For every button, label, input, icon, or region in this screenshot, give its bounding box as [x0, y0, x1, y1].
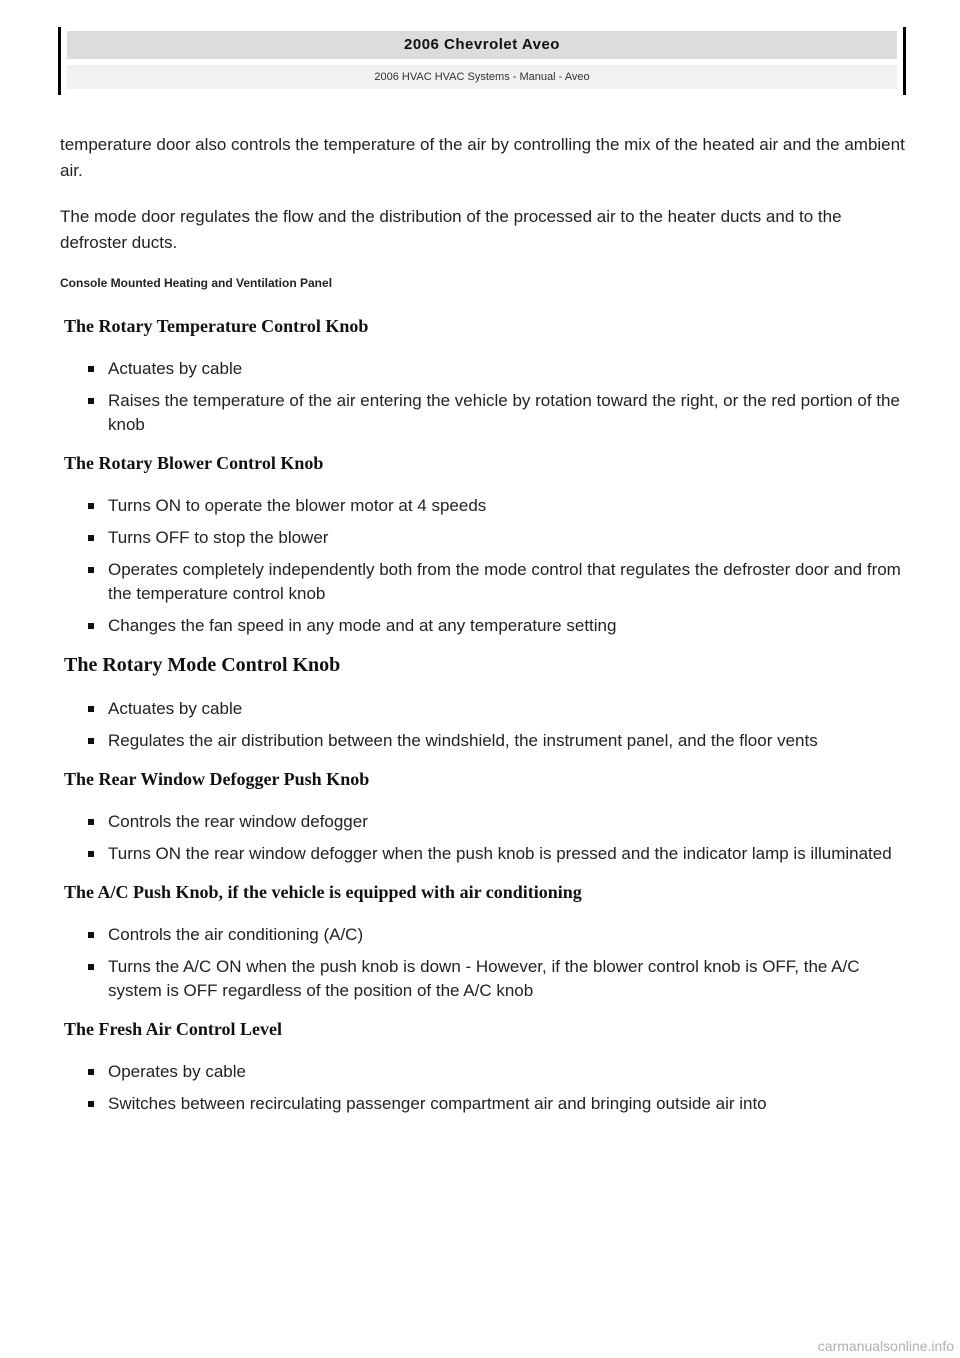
list-item	[60, 1060, 908, 1084]
list-item	[60, 810, 908, 834]
section-heading: The Rotary Mode Control Knob	[64, 654, 341, 676]
bullet-icon	[88, 366, 94, 372]
bullet-icon	[88, 738, 94, 744]
page-header	[58, 27, 906, 95]
bullet-icon	[88, 535, 94, 541]
bullet-icon	[88, 819, 94, 825]
list-item	[60, 558, 908, 606]
list-item	[60, 614, 908, 638]
bullet-icon	[88, 1101, 94, 1107]
bullet-icon	[88, 567, 94, 573]
list-item-text: Switches between recirculating passenger compartment air and bringing outside air into	[108, 1094, 767, 1113]
list-item-text: Turns ON to operate the blower motor at 4 speeds	[108, 496, 487, 515]
list-item-text: Controls the air conditioning (A/C)	[108, 925, 364, 944]
bullet-icon	[88, 1069, 94, 1075]
list-item-text: Changes the fan speed in any mode and at any temperature setting	[108, 616, 617, 635]
list-item-text: Regulates the air distribution between the windshield, the instrument panel, and the floor vents	[108, 731, 818, 750]
document-title: 2006 Chevrolet Aveo	[67, 31, 897, 59]
list-item	[60, 697, 908, 721]
bullet-list	[60, 494, 908, 638]
list-item	[60, 389, 908, 437]
list-item-text: Operates by cable	[108, 1062, 246, 1081]
list-item-text: Turns ON the rear window defogger when the push knob is pressed and the indicator lamp is illuminated	[108, 844, 892, 863]
bullet-icon	[88, 503, 94, 509]
list-item	[60, 955, 908, 1003]
list-item	[60, 842, 908, 866]
list-item-text: Actuates by cable	[108, 359, 243, 378]
list-item	[60, 923, 908, 947]
bullet-list	[60, 697, 908, 753]
list-item-text: Turns OFF to stop the blower	[108, 528, 329, 547]
bullet-icon	[88, 964, 94, 970]
list-item	[60, 1092, 908, 1116]
document-body	[60, 132, 908, 1132]
bullet-list	[60, 923, 908, 1003]
figure-caption: Console Mounted Heating and Ventilation Panel	[60, 276, 333, 290]
section-heading: The Rear Window Defogger Push Knob	[64, 769, 370, 789]
list-item-text: Actuates by cable	[108, 699, 243, 718]
list-item-text: Raises the temperature of the air entering the vehicle by rotation toward the right, or the red portion of the knob	[108, 391, 900, 434]
bullet-icon	[88, 398, 94, 404]
section-heading: The Rotary Temperature Control Knob	[64, 316, 369, 336]
bullet-list	[60, 1060, 908, 1116]
bullet-list	[60, 357, 908, 437]
bullet-icon	[88, 851, 94, 857]
section-heading: The A/C Push Knob, if the vehicle is equipped with air conditioning	[64, 882, 582, 902]
bullet-icon	[88, 623, 94, 629]
list-item-text: Operates completely independently both from the mode control that regulates the defroster door and from the temperature control knob	[108, 560, 901, 603]
bullet-list	[60, 810, 908, 866]
bullet-icon	[88, 932, 94, 938]
bullet-icon	[88, 706, 94, 712]
watermark-text: carmanualsonline.info	[817, 1338, 954, 1354]
section-heading: The Rotary Blower Control Knob	[64, 453, 324, 473]
document-subtitle: 2006 HVAC HVAC Systems - Manual - Aveo	[67, 65, 897, 89]
intro-paragraph: The mode door regulates the flow and the distribution of the processed air to the heater ducts and to the defroster ducts.	[60, 207, 842, 252]
list-item	[60, 526, 908, 550]
list-item	[60, 494, 908, 518]
list-item	[60, 729, 908, 753]
list-item	[60, 357, 908, 381]
intro-paragraph: temperature door also controls the temperature of the air by controlling the mix of the heated air and the ambient air.	[60, 135, 905, 180]
list-item-text: Turns the A/C ON when the push knob is down - However, if the blower control knob is OFF, the A/C system is OFF regardless of the position of the A/C knob	[108, 957, 860, 1000]
section-heading: The Fresh Air Control Level	[64, 1019, 282, 1039]
list-item-text: Controls the rear window defogger	[108, 812, 368, 831]
